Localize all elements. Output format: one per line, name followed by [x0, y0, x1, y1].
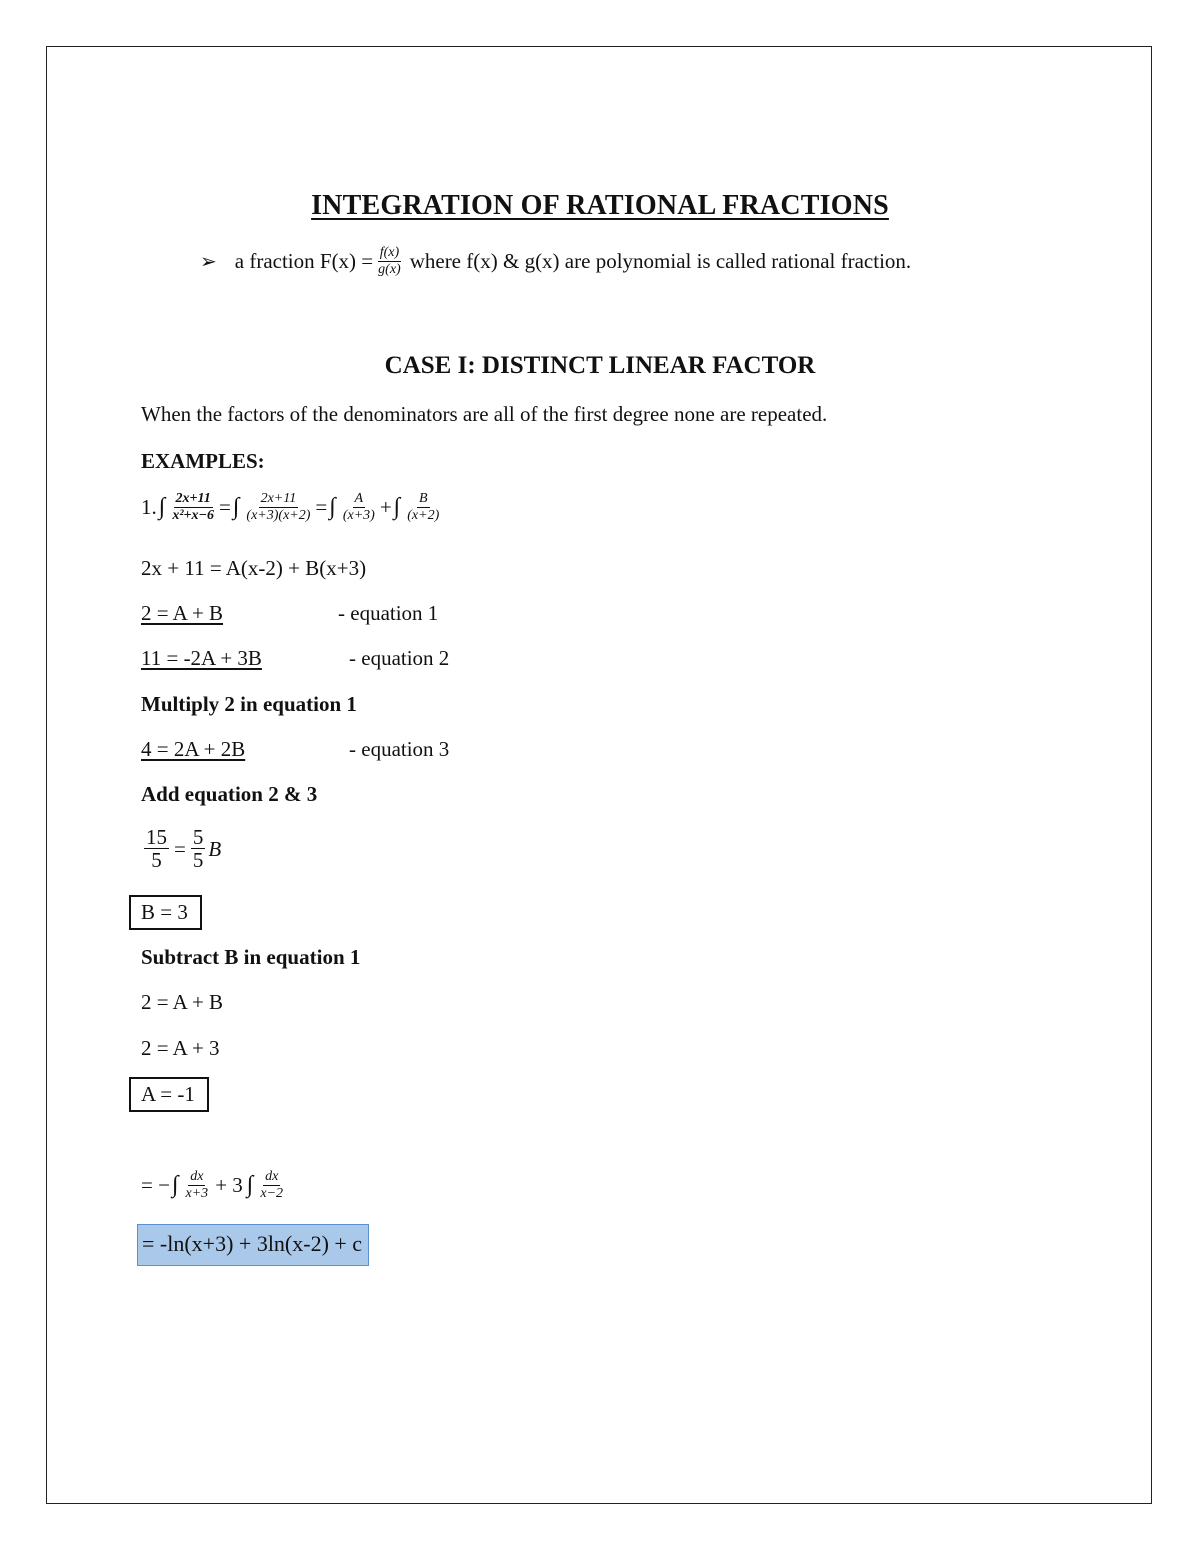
definition-line	[200, 246, 911, 277]
identity-line: 2x + 11 = A(x-2) + B(x+3)	[141, 556, 367, 580]
example-1-equation	[141, 492, 444, 523]
definition-rest: where f(x) & g(x) are polynomial is called rational fraction.	[409, 249, 912, 274]
integral-symbol: ∫	[329, 494, 336, 521]
example-fraction-4	[405, 492, 441, 523]
integral-symbol: ∫	[393, 494, 401, 521]
solve-fraction-right	[191, 826, 206, 872]
fraction-numerator: 2x+11	[260, 491, 297, 506]
b-result-box: B = 3	[129, 895, 202, 930]
fraction-denominator: g(x)	[378, 261, 401, 277]
equation-1-label: - equation 1	[338, 601, 439, 625]
equals-sign: =	[174, 836, 186, 861]
final-fraction-1	[184, 1170, 211, 1201]
equation-3-label: - equation 3	[349, 737, 450, 761]
case-description: When the factors of the denominators are all of the first degree none are repeated.	[141, 402, 828, 426]
variable-b: B	[208, 836, 222, 861]
example-fraction-1	[170, 492, 216, 523]
plus-sign: +	[379, 495, 392, 520]
definition-lead: a fraction F(x) =	[234, 249, 374, 274]
fraction-denominator: x+3	[185, 1185, 209, 1201]
integral-symbol: ∫	[232, 494, 240, 521]
example-fraction-2	[244, 492, 312, 523]
final-answer-highlight: = -ln(x+3) + 3ln(x-2) + c	[137, 1224, 369, 1266]
arrow-bullet-icon: ➢	[200, 251, 217, 274]
fraction-numerator: 15	[146, 825, 167, 849]
equation-2-label: - equation 2	[349, 646, 450, 670]
fraction-denominator: (x+2)	[407, 507, 440, 523]
fraction-denominator: 5	[192, 848, 204, 873]
fraction-denominator: x−2	[260, 1185, 284, 1201]
subtract-step: Subtract B in equation 1	[141, 945, 361, 969]
fraction-numerator: f(x)	[379, 245, 400, 260]
fraction-denominator: 5	[151, 848, 162, 873]
final-lead: = −	[141, 1173, 170, 1198]
examples-label: EXAMPLES:	[141, 449, 265, 473]
equals-sign: =	[315, 495, 328, 520]
fraction-numerator: B	[418, 491, 428, 506]
multiply-step: Multiply 2 in equation 1	[141, 692, 357, 716]
solve-fraction-left	[144, 826, 169, 872]
equation-3: 4 = 2A + 2B	[141, 737, 246, 761]
equals-sign: =	[219, 495, 231, 520]
fraction-denominator: (x+3)	[342, 507, 375, 523]
integral-symbol: ∫	[158, 494, 166, 521]
integral-symbol: ∫	[246, 1172, 254, 1199]
add-step: Add equation 2 & 3	[141, 782, 318, 806]
fraction-denominator: (x+3)(x+2)	[246, 507, 311, 523]
definition-fraction	[376, 246, 403, 277]
example-number: 1.	[141, 495, 157, 520]
page-title: INTEGRATION OF RATIONAL FRACTIONS	[311, 190, 889, 221]
fraction-numerator: 5	[192, 825, 204, 849]
fraction-numerator: 2x+11	[175, 491, 211, 506]
fraction-numerator: dx	[265, 1169, 279, 1184]
equation-2: 11 = -2A + 3B	[141, 646, 262, 670]
fraction-numerator: dx	[190, 1169, 204, 1184]
fraction-denominator: x²+x−6	[172, 507, 214, 523]
solve-b-equation	[141, 826, 221, 872]
final-integral-expression	[141, 1170, 288, 1201]
example-fraction-3	[341, 492, 377, 523]
integral-symbol: ∫	[171, 1172, 179, 1199]
a-result-box: A = -1	[129, 1077, 209, 1112]
final-mid: + 3	[215, 1173, 243, 1198]
equation-1: 2 = A + B	[141, 601, 224, 625]
substitution-line-1: 2 = A + B	[141, 990, 224, 1014]
final-fraction-2	[258, 1170, 285, 1201]
fraction-numerator: A	[354, 491, 364, 506]
case-heading: CASE I: DISTINCT LINEAR FACTOR	[384, 352, 816, 379]
substitution-line-2: 2 = A + 3	[141, 1036, 220, 1060]
